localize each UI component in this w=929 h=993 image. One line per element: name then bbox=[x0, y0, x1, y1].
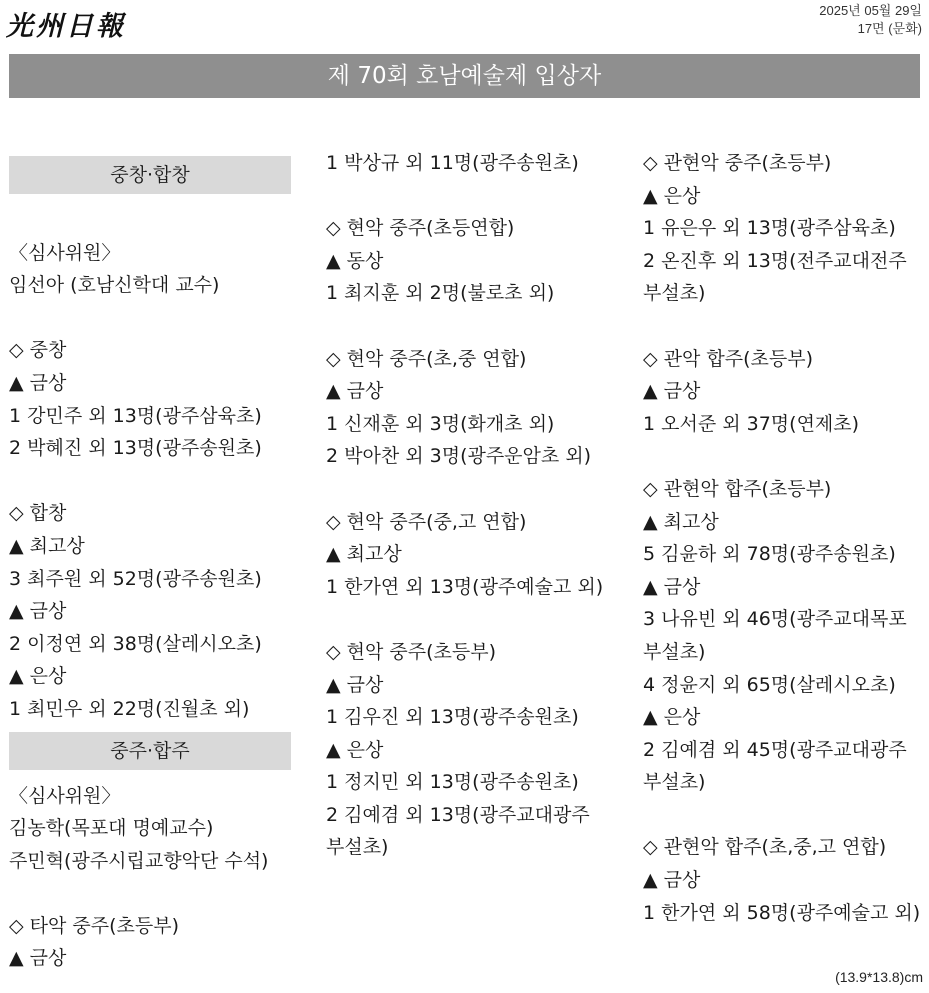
entry-line: 1 오서준 외 37명(연제초) bbox=[643, 412, 860, 435]
entry-line: 1 강민주 외 13명(광주삼육초) bbox=[9, 404, 262, 427]
entry-line: ▲ 최고상 bbox=[326, 543, 402, 566]
entry-line: 4 정윤지 외 65명(살레시오초) bbox=[643, 673, 896, 696]
entry-line: 1 한가연 외 13명(광주예술고 외) bbox=[326, 575, 604, 598]
entry-line: 2 이정연 외 38명(살레시오초) bbox=[9, 632, 262, 655]
entry-line: 3 최주원 외 52명(광주송원초) bbox=[9, 567, 262, 590]
entry-line: 임선아 (호남신학대 교수) bbox=[9, 274, 220, 297]
entry-line: 1 유은우 외 13명(광주삼육초) bbox=[643, 217, 896, 240]
spacer bbox=[326, 473, 608, 506]
entry-line: 1 최민우 외 22명(진월초 외) bbox=[9, 697, 250, 720]
spacer bbox=[9, 302, 291, 335]
entry-line: 〈심사위원〉 bbox=[9, 784, 121, 807]
entry-line: ▲ 은상 bbox=[326, 738, 384, 761]
entry-line: ▲ 금상 bbox=[643, 380, 701, 403]
entry-line: ◇ 현악 중주(초,중 연합) bbox=[326, 347, 527, 370]
entry-line: ▲ 최고상 bbox=[643, 510, 719, 533]
entry-line: 2 박혜진 외 13명(광주송원초) bbox=[9, 437, 262, 460]
entry-line: 1 한가연 외 58명(광주예술고 외) bbox=[643, 901, 921, 924]
article-column-2 bbox=[326, 147, 608, 864]
spacer bbox=[9, 465, 291, 498]
entry-line: 1 최지훈 외 2명(불로초 외) bbox=[326, 282, 555, 305]
entry-line: ▲ 금상 bbox=[643, 575, 701, 598]
entry-line: 1 김우진 외 13명(광주송원초) bbox=[326, 706, 579, 729]
entry-line: ▲ 금상 bbox=[9, 600, 67, 623]
entry-line: ▲ 금상 bbox=[643, 869, 701, 892]
entry-line: ▲ 은상 bbox=[643, 706, 701, 729]
article-column-1 bbox=[9, 150, 291, 975]
entry-line: 1 정지민 외 13명(광주송원초) bbox=[326, 771, 579, 794]
section-header: 중창·합창 bbox=[9, 156, 291, 194]
newspaper-logo: 光州日報 bbox=[6, 11, 126, 42]
spacer bbox=[9, 877, 291, 910]
entry-line: ◇ 관현악 중주(초등부) bbox=[643, 152, 832, 174]
section-header: 중주·합주 bbox=[9, 732, 291, 770]
entry-line: 2 김예겸 외 45명(광주교대광주 부설초) bbox=[643, 738, 907, 794]
entry-line: ▲ 금상 bbox=[9, 371, 67, 394]
entry-line: ◇ 현악 중주(초등부) bbox=[326, 640, 496, 663]
entry-line: ◇ 관현악 합주(초,중,고 연합) bbox=[643, 836, 887, 859]
entry-line: 3 나유빈 외 46명(광주교대목포 부설초) bbox=[643, 608, 907, 663]
entry-line: ▲ 금상 bbox=[326, 673, 384, 696]
issue-page: 17면 (문화) bbox=[857, 21, 922, 36]
entry-line: ◇ 관악 합주(초등부) bbox=[643, 347, 813, 370]
spacer bbox=[643, 310, 925, 343]
entry-line: ◇ 중창 bbox=[9, 339, 67, 362]
entry-line: ▲ 금상 bbox=[9, 947, 67, 970]
spacer bbox=[326, 603, 608, 636]
entry-line: ◇ 합창 bbox=[9, 502, 67, 525]
entry-line: ◇ 타악 중주(초등부) bbox=[9, 914, 179, 937]
entry-line: ▲ 은상 bbox=[643, 184, 701, 207]
entry-line: 2 김예겸 외 13명(광주교대광주 부설초) bbox=[326, 803, 590, 859]
spacer bbox=[326, 310, 608, 343]
entry-line: ▲ 금상 bbox=[326, 380, 384, 403]
entry-line: ◇ 관현악 합주(초등부) bbox=[643, 477, 832, 500]
entry-line: 5 김윤하 외 78명(광주송원초) bbox=[643, 543, 896, 566]
spacer bbox=[643, 799, 925, 832]
clipping-size: (13.9*13.8)cm bbox=[835, 969, 923, 985]
spacer bbox=[326, 180, 608, 213]
entry-line: ▲ 동상 bbox=[326, 249, 384, 272]
entry-line: ▲ 은상 bbox=[9, 665, 67, 688]
entry-line: 2 온진후 외 13명(전주교대전주 부설초) bbox=[643, 249, 907, 305]
article-column-3 bbox=[643, 147, 925, 929]
spacer bbox=[643, 440, 925, 473]
entry-line: 김농학(목포대 명예교수) bbox=[9, 817, 214, 840]
issue-date: 2025년 05월 29일 bbox=[819, 3, 922, 18]
entry-line: ◇ 현악 중주(초등연합) bbox=[326, 217, 515, 240]
entry-line: 1 박상규 외 11명(광주송원초) bbox=[326, 152, 579, 174]
entry-line: ◇ 현악 중주(중,고 연합) bbox=[326, 510, 527, 533]
entry-line: 주민혁(광주시립교향악단 수석) bbox=[9, 849, 269, 872]
article-title-banner: 제 70회 호남예술제 입상자 bbox=[9, 54, 920, 98]
entry-line: ▲ 최고상 bbox=[9, 534, 85, 557]
entry-line: 〈심사위원〉 bbox=[9, 241, 121, 264]
entry-line: 2 박아찬 외 3명(광주운암초 외) bbox=[326, 445, 592, 468]
spacer bbox=[9, 204, 291, 237]
issue-meta bbox=[819, 2, 922, 38]
entry-line: 1 신재훈 외 3명(화개초 외) bbox=[326, 412, 555, 435]
